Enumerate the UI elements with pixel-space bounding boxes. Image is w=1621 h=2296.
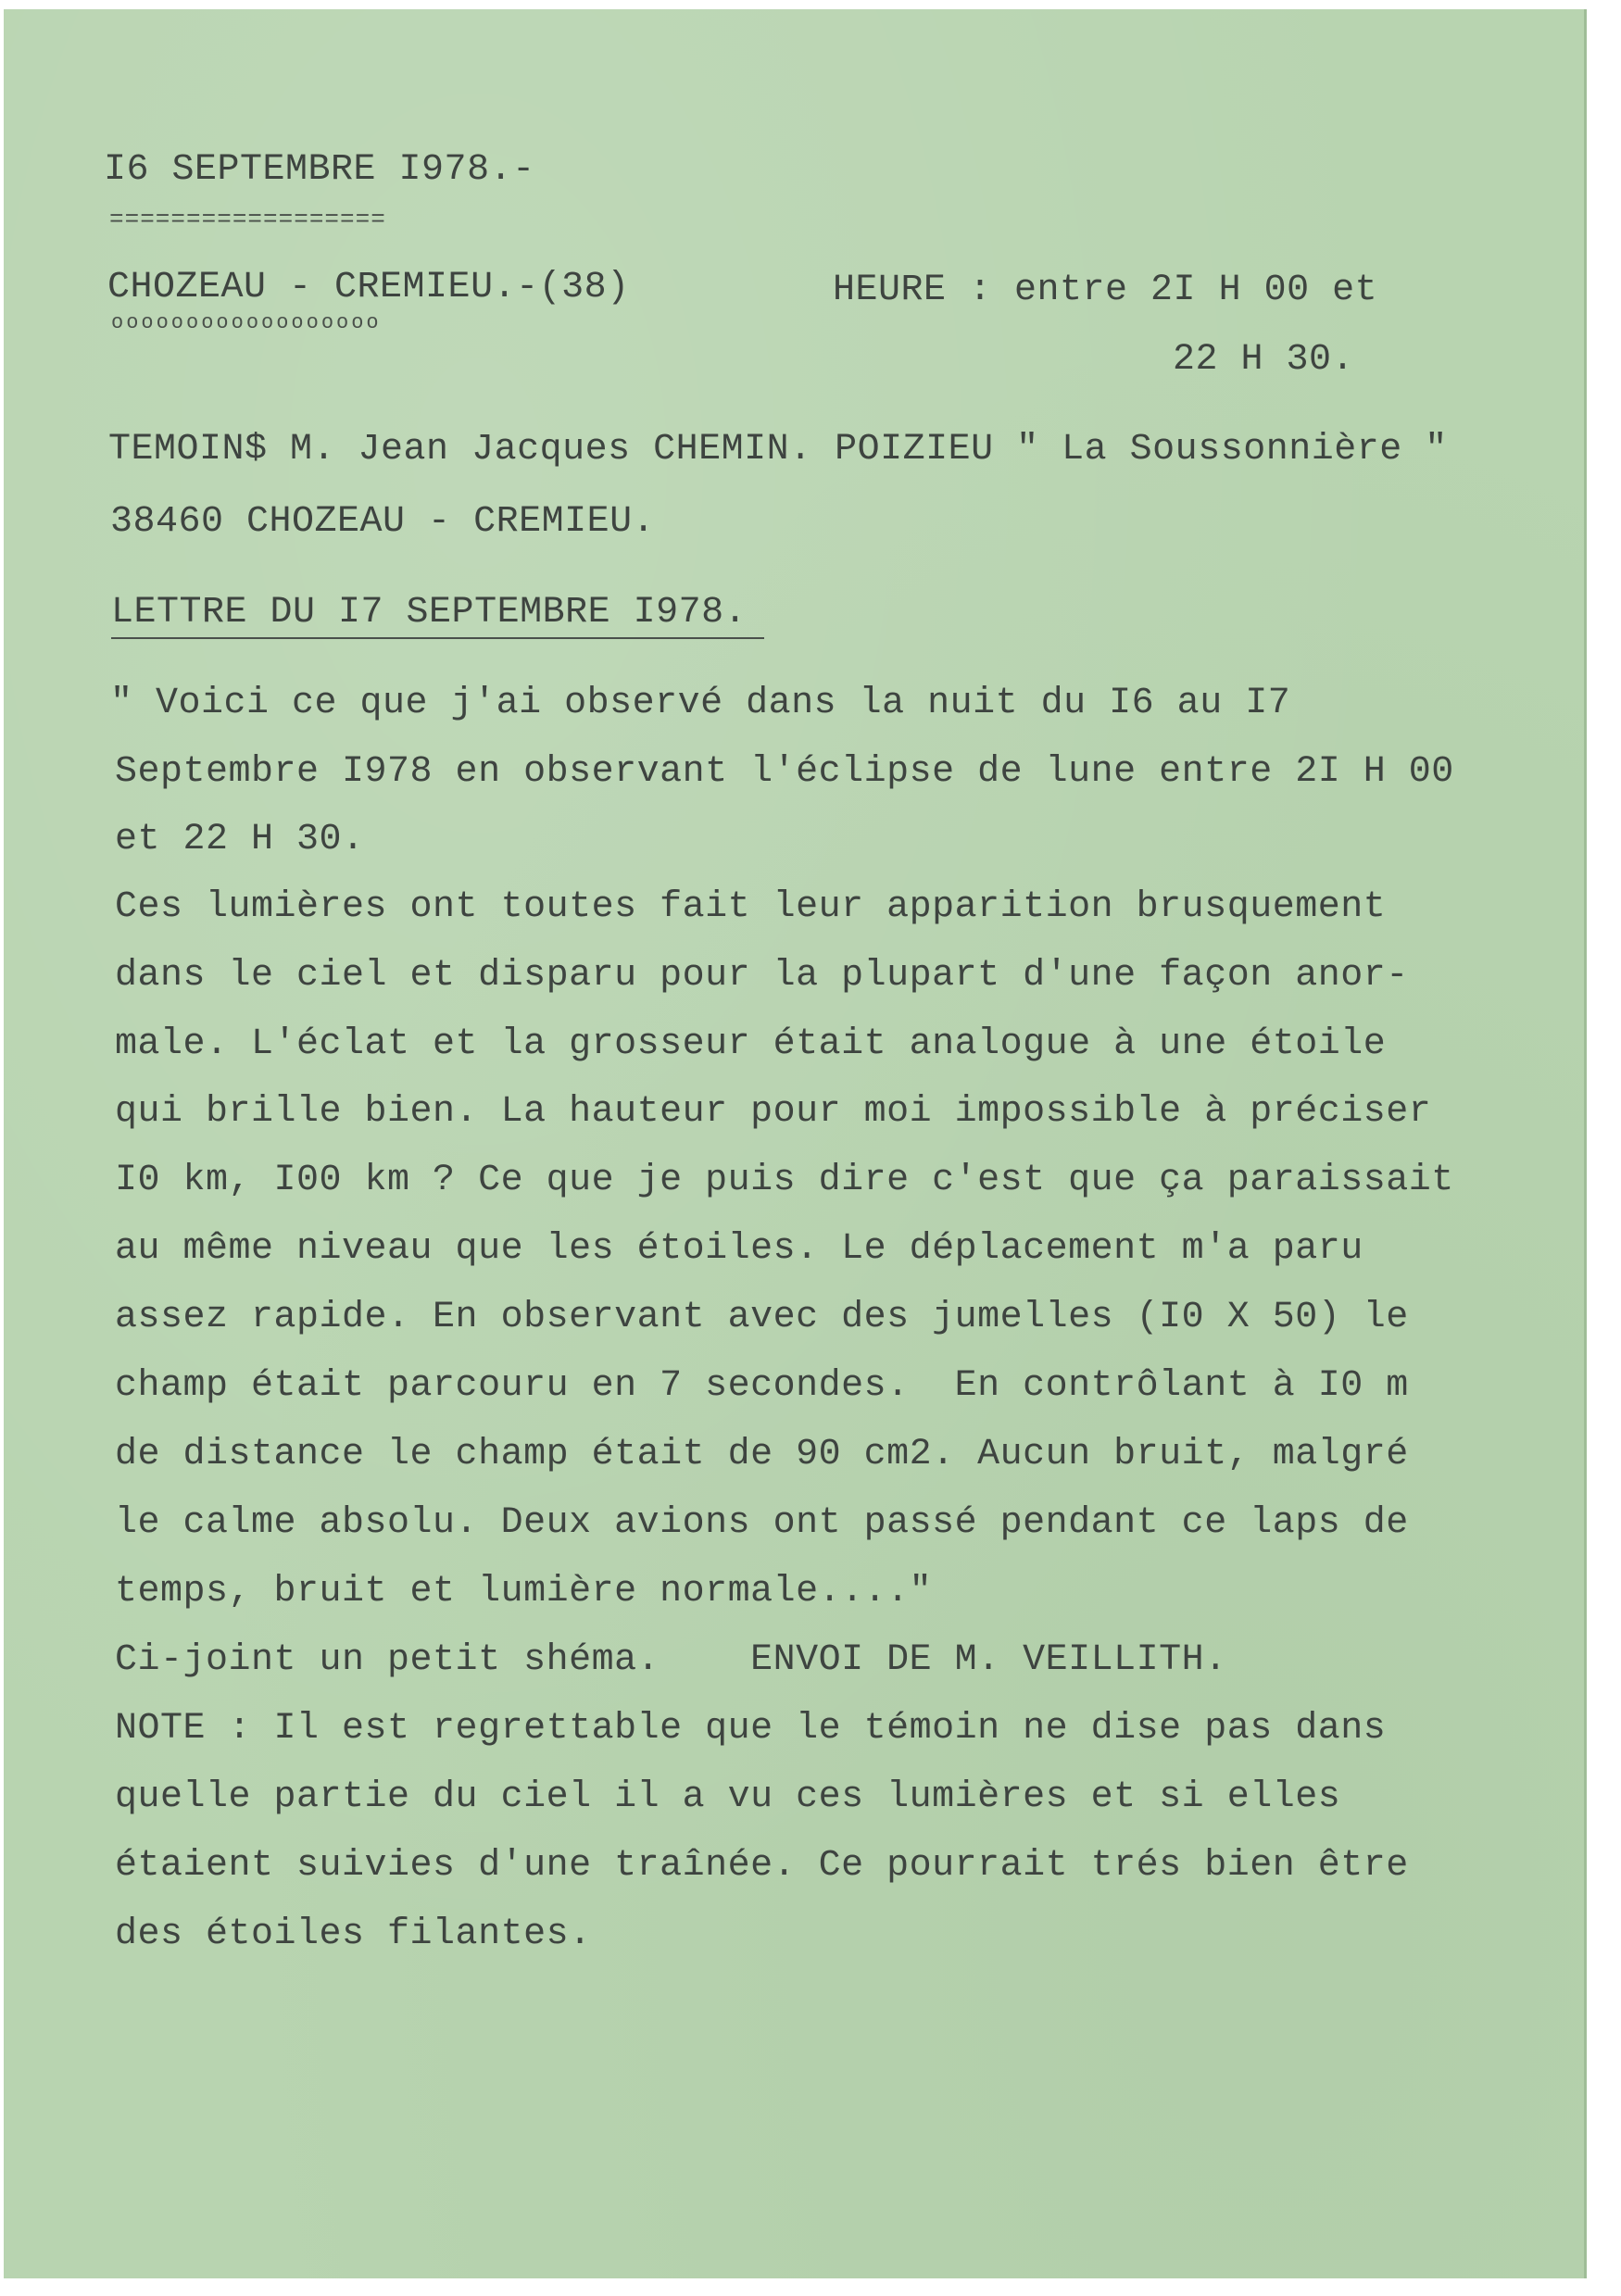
letter-line: assez rapide. En observant avec des jumelles (I0 X 50) le — [115, 1297, 1409, 1338]
letter-line: I0 km, I00 km ? Ce que je puis dire c'est que ça paraissait — [115, 1160, 1454, 1201]
letter-line: de distance le champ était de 90 cm2. Aucun bruit, malgré — [115, 1434, 1409, 1475]
letter-heading-underline — [111, 637, 764, 639]
witness-line-2: 38460 CHOZEAU - CREMIEU. — [110, 501, 656, 543]
location-circle-rule: oooooooooooooooooo — [111, 311, 382, 334]
note-line: NOTE : Il est regrettable que le témoin ne dise pas dans — [115, 1708, 1387, 1750]
date-double-rule: ================== — [109, 206, 386, 233]
note-line: quelle partie du ciel il a vu ces lumières et si elles — [115, 1776, 1341, 1818]
letter-line: et 22 H 30. — [115, 819, 365, 860]
letter-line: dans le ciel et disparu pour la plupart d'une façon anor- — [115, 955, 1409, 997]
attachment-note: Ci-joint un petit shéma. ENVOI DE M. VEILLITH. — [115, 1639, 1227, 1681]
location: CHOZEAU - CREMIEU.-(38) — [107, 267, 630, 308]
note-line: des étoiles filantes. — [115, 1913, 592, 1955]
report-date: I6 SEPTEMBRE I978.- — [104, 149, 535, 191]
letter-line: Septembre I978 en observant l'éclipse de lune entre 2I H 00 — [115, 751, 1454, 793]
time-range-label: HEURE : entre 2I H 00 et — [833, 270, 1378, 311]
letter-line: Ces lumières ont toutes fait leur apparition brusquement — [115, 886, 1387, 928]
letter-line: qui brille bien. La hauteur pour moi impossible à préciser — [115, 1091, 1432, 1133]
letter-line: au même niveau que les étoiles. Le déplacement m'a paru — [115, 1228, 1363, 1270]
letter-line: " Voici ce que j'ai observé dans la nuit du I6 au I7 — [110, 683, 1291, 724]
letter-line: male. L'éclat et la grosseur était analogue à une étoile — [115, 1023, 1387, 1065]
letter-heading: LETTRE DU I7 SEPTEMBRE I978. — [111, 592, 748, 634]
note-line: étaient suivies d'une traînée. Ce pourrait trés bien être — [115, 1845, 1409, 1887]
letter-line: temps, bruit et lumière normale...." — [115, 1571, 933, 1612]
time-range-end: 22 H 30. — [1173, 339, 1355, 381]
witness-line-1: TEMOIN$ M. Jean Jacques CHEMIN. POIZIEU " La Soussonnière " — [108, 429, 1448, 470]
letter-line: le calme absolu. Deux avions ont passé pendant ce laps de — [115, 1502, 1409, 1544]
letter-line: champ était parcouru en 7 secondes. En contrôlant à I0 m — [115, 1365, 1409, 1407]
typed-document-page — [4, 9, 1587, 2278]
